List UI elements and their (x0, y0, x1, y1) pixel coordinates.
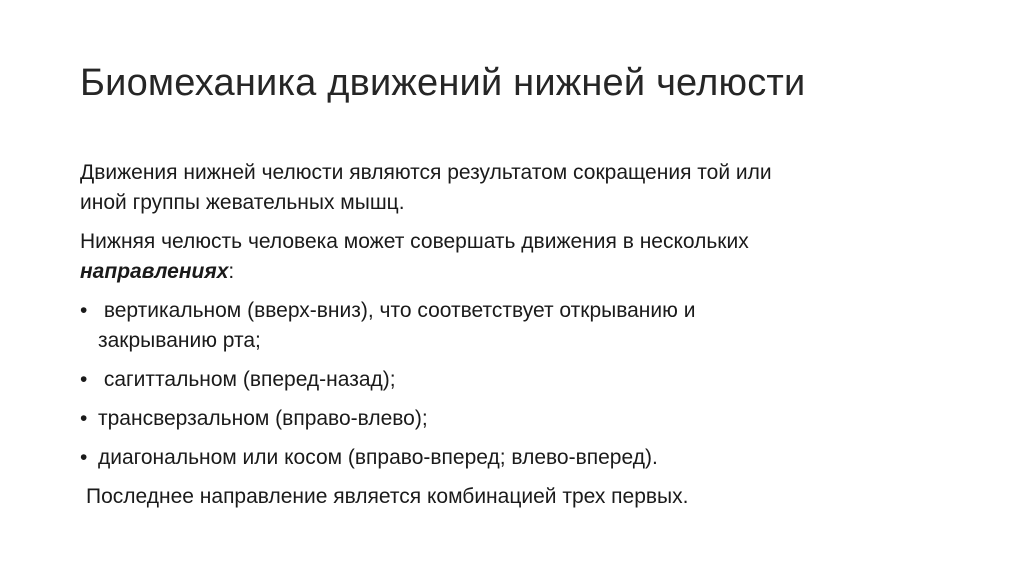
slide-body (80, 158, 940, 512)
bullet-icon: • (80, 407, 88, 430)
bullet-icon: • (80, 446, 88, 469)
bullet-icon: • (80, 299, 88, 322)
list-item-text: сагиттальном (вперед-назад); (98, 368, 396, 391)
slide-title: Биомеханика движений нижней челюсти (80, 62, 806, 104)
list-item (80, 365, 940, 395)
intro-line-1: Движения нижней челюсти являются результатом сокращения той или (80, 161, 772, 184)
closing-paragraph: Последнее направление является комбинацией трех первых. (86, 485, 689, 508)
list-item (80, 443, 940, 473)
intro-line-2: иной группы жевательных мышц. (80, 191, 405, 214)
bullet-icon: • (80, 368, 88, 391)
list-item-text: вертикальном (вверх-вниз), что соответствует открыванию и (98, 299, 696, 322)
list-item-text: трансверзальном (вправо-влево); (98, 407, 428, 430)
directions-line-1: Нижняя челюсть человека может совершать движения в нескольких (80, 230, 749, 253)
list-item (80, 404, 940, 434)
directions-list (80, 296, 940, 473)
directions-paragraph (80, 227, 940, 287)
list-item (80, 296, 940, 356)
list-item-text-continued: закрыванию рта; (98, 329, 261, 352)
directions-emphasis: направлениях (80, 260, 229, 283)
directions-line-2 (80, 257, 940, 287)
directions-suffix: : (228, 260, 235, 283)
list-item-text: диагональном или косом (вправо-вперед; влево-вперед). (98, 446, 658, 469)
intro-paragraph (80, 158, 940, 218)
